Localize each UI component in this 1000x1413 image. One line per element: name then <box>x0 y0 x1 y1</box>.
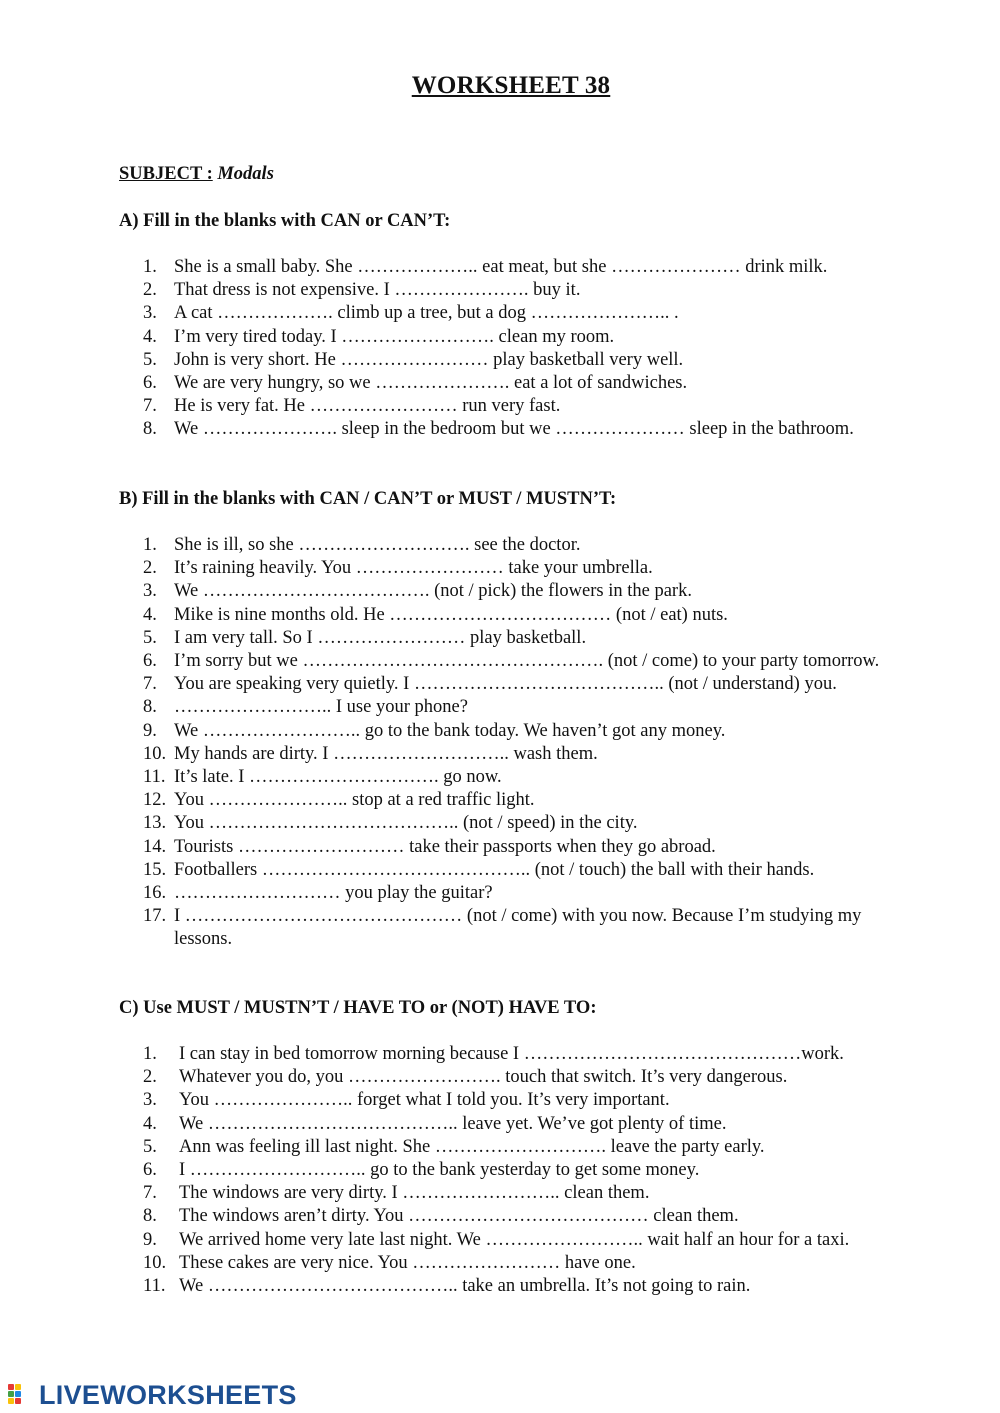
question-item <box>119 256 909 279</box>
question-number: 15. <box>143 859 167 880</box>
question-item <box>119 534 909 557</box>
question-number: 8. <box>143 697 157 718</box>
question-item <box>119 302 909 325</box>
question-number: 1. <box>143 535 157 555</box>
question-item <box>119 557 909 580</box>
question-item <box>119 1182 909 1205</box>
question-number: 2. <box>143 1067 157 1088</box>
question-item <box>119 627 909 650</box>
question-number: 5. <box>143 627 157 648</box>
question-item <box>119 1066 909 1089</box>
question-item <box>119 1043 909 1066</box>
question-text: She is a small baby. She ……………….. eat meat, but she ………………… drink milk. <box>174 257 828 277</box>
question-text: A cat ………………. climb up a tree, but a dog ………………….. . <box>174 303 679 324</box>
question-text: It’s raining heavily. You …………………… take your umbrella. <box>174 558 653 579</box>
question-item <box>119 743 909 766</box>
section-c-list <box>119 1043 909 1298</box>
question-item <box>119 1229 909 1252</box>
question-item <box>119 279 909 302</box>
question-item <box>119 905 909 951</box>
question-item <box>119 326 909 349</box>
question-text: Whatever you do, you ……………………. touch that switch. It’s very dangerous. <box>179 1067 788 1088</box>
question-number: 10. <box>143 1252 167 1273</box>
question-item <box>119 836 909 859</box>
section-b-list <box>119 534 909 952</box>
subject-line <box>119 164 274 185</box>
question-number: 10. <box>143 743 167 764</box>
question-item <box>119 418 909 441</box>
question-number: 11. <box>143 1276 166 1297</box>
question-item <box>119 1159 909 1182</box>
question-number: 5. <box>143 1136 157 1157</box>
question-item <box>119 604 909 627</box>
question-text: My hands are dirty. I ……………………….. wash them. <box>174 743 598 764</box>
question-number: 14. <box>143 836 167 857</box>
question-item <box>119 1113 909 1136</box>
worksheet-title: WORKSHEET 38 <box>411 72 611 99</box>
question-number: 9. <box>143 1229 157 1250</box>
question-number: 7. <box>143 674 157 695</box>
question-item <box>119 1136 909 1159</box>
question-number: 5. <box>143 349 157 370</box>
question-item <box>119 859 909 882</box>
question-number: 2. <box>143 558 157 579</box>
question-text: I’m sorry but we …………………………………………. (not / come) to your party tomorrow. <box>174 651 880 672</box>
question-item <box>119 1089 909 1112</box>
question-item <box>119 1252 909 1275</box>
question-text: I ……………………………………… (not / come) with you now. Because I’m studying my lessons. <box>174 906 862 950</box>
question-item <box>119 580 909 603</box>
question-number: 1. <box>143 1044 157 1064</box>
question-text: That dress is not expensive. I …………………. buy it. <box>174 280 581 301</box>
question-text: Ann was feeling ill last night. She ………………………. leave the party early. <box>179 1136 765 1157</box>
question-text: We ………………………………. (not / pick) the flowers in the park. <box>174 581 692 602</box>
question-number: 8. <box>143 1206 157 1227</box>
question-text: The windows aren’t dirty. You ………………………………… clean them. <box>179 1206 739 1227</box>
question-item <box>119 673 909 696</box>
question-text: Footballers …………………………………….. (not / touch) the ball with their hands. <box>174 859 815 880</box>
section-a-heading: A) Fill in the blanks with CAN or CAN’T: <box>119 211 451 231</box>
question-text: We …………………….. go to the bank today. We haven’t got any money. <box>174 720 726 741</box>
question-number: 3. <box>143 1090 157 1111</box>
question-number: 7. <box>143 396 157 417</box>
question-number: 2. <box>143 280 157 301</box>
question-number: 13. <box>143 813 167 834</box>
section-c-heading: C) Use MUST / MUSTN’T / HAVE TO or (NOT) HAVE TO: <box>119 998 597 1018</box>
question-number: 6. <box>143 373 157 394</box>
question-item <box>119 1205 909 1228</box>
question-text: You are speaking very quietly. I ………………………………….. (not / understand) you. <box>174 674 837 695</box>
question-text: We ………………………………….. leave yet. We’ve got plenty of time. <box>179 1113 727 1134</box>
question-text: I am very tall. So I …………………… play basketball. <box>174 627 587 648</box>
question-text: We ………………………………….. take an umbrella. It’s not going to rain. <box>179 1276 751 1297</box>
question-number: 8. <box>143 419 157 440</box>
question-item <box>119 395 909 418</box>
question-item <box>119 696 909 719</box>
subject-label: SUBJECT : <box>119 164 213 184</box>
question-text: I’m very tired today. I ……………………. clean my room. <box>174 326 615 347</box>
question-text: You ………………….. forget what I told you. It’s very important. <box>179 1090 670 1111</box>
question-text: You ………………………………….. (not / speed) in the city. <box>174 813 638 834</box>
question-text: …………………….. I use your phone? <box>174 697 468 718</box>
question-text: I ……………………….. go to the bank yesterday to get some money. <box>179 1160 700 1181</box>
question-text: Mike is nine months old. He ……………………………… (not / eat) nuts. <box>174 604 728 625</box>
question-item <box>119 650 909 673</box>
question-text: ……………………… you play the guitar? <box>174 883 493 904</box>
question-number: 4. <box>143 1113 157 1134</box>
question-number: 12. <box>143 790 167 811</box>
question-text: We are very hungry, so we …………………. eat a lot of sandwiches. <box>174 373 688 394</box>
question-number: 9. <box>143 720 157 741</box>
question-number: 3. <box>143 581 157 602</box>
liveworksheets-logo-icon <box>8 1382 36 1408</box>
brand-name: LIVEWORKSHEETS <box>39 1379 297 1410</box>
question-number: 17. <box>143 906 167 927</box>
question-item <box>119 882 909 905</box>
question-number: 6. <box>143 651 157 672</box>
question-text: I can stay in bed tomorrow morning because I ………………………………………work. <box>179 1044 844 1064</box>
question-item <box>119 812 909 835</box>
footer-brand <box>8 1380 297 1410</box>
question-text: It’s late. I …………………………. go now. <box>174 767 502 788</box>
question-number: 1. <box>143 257 157 277</box>
question-text: We …………………. sleep in the bedroom but we ………………… sleep in the bathroom. <box>174 419 854 440</box>
question-number: 4. <box>143 604 157 625</box>
question-text: We arrived home very late last night. We …………………….. wait half an hour for a taxi. <box>179 1229 850 1250</box>
question-item <box>119 349 909 372</box>
question-text: Tourists ……………………… take their passports when they go abroad. <box>174 836 716 857</box>
question-number: 16. <box>143 883 167 904</box>
question-number: 11. <box>143 767 166 788</box>
question-text: She is ill, so she ………………………. see the doctor. <box>174 535 581 555</box>
question-number: 6. <box>143 1160 157 1181</box>
question-text: John is very short. He …………………… play basketball very well. <box>174 349 684 370</box>
question-item <box>119 789 909 812</box>
question-number: 4. <box>143 326 157 347</box>
section-b-heading: B) Fill in the blanks with CAN / CAN’T or MUST / MUSTN’T: <box>119 489 617 509</box>
subject-value: Modals <box>217 164 274 184</box>
question-text: The windows are very dirty. I …………………….. clean them. <box>179 1183 650 1204</box>
question-number: 7. <box>143 1183 157 1204</box>
question-number: 3. <box>143 303 157 324</box>
section-a-list <box>119 256 909 442</box>
question-text: He is very fat. He …………………… run very fast. <box>174 396 561 417</box>
question-item <box>119 766 909 789</box>
question-item <box>119 720 909 743</box>
question-item <box>119 372 909 395</box>
question-text: You ………………….. stop at a red traffic light. <box>174 790 535 811</box>
question-item <box>119 1275 909 1298</box>
question-text: These cakes are very nice. You …………………… have one. <box>179 1252 636 1273</box>
